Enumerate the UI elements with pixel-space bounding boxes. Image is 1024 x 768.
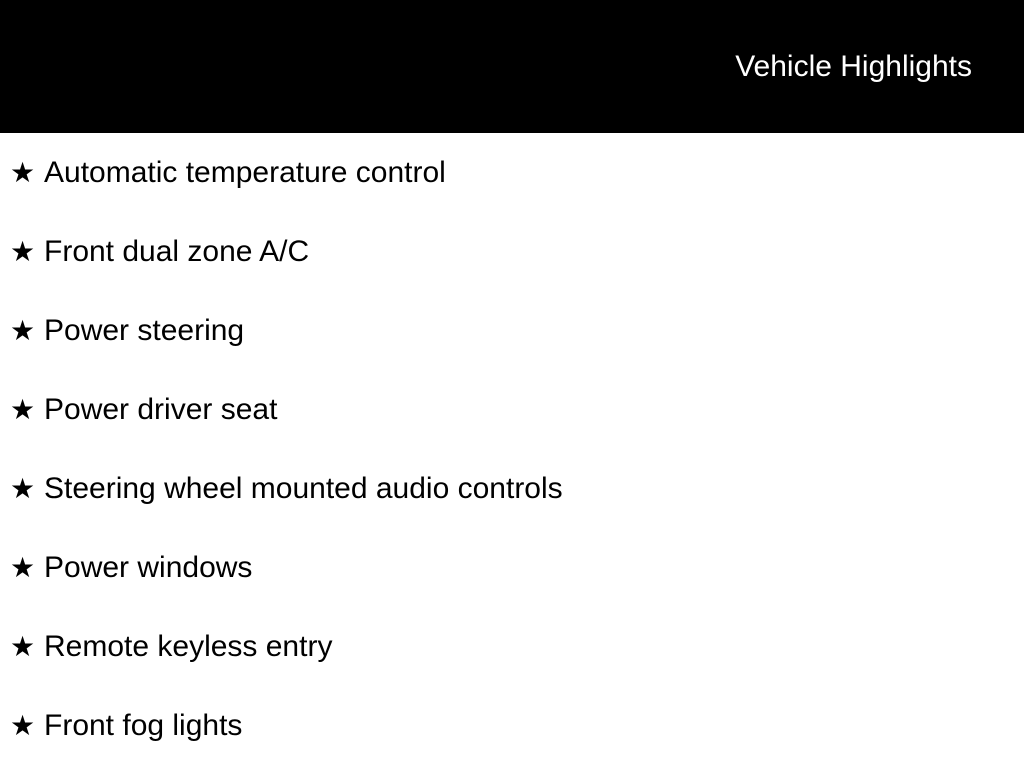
star-bullet-icon: ★ (10, 629, 36, 663)
star-bullet-icon: ★ (10, 708, 36, 742)
list-item (0, 607, 1024, 686)
list-item (0, 686, 1024, 765)
list-item (0, 528, 1024, 607)
star-bullet-icon: ★ (10, 392, 36, 426)
list-item-label: Front dual zone A/C (44, 234, 310, 268)
page-title: Vehicle Highlights (735, 49, 972, 83)
list-item-label: Power steering (44, 313, 245, 347)
list-item-label: Remote keyless entry (44, 629, 333, 663)
star-bullet-icon: ★ (10, 234, 36, 268)
star-bullet-icon: ★ (10, 313, 36, 347)
list-item-label: Power driver seat (44, 392, 278, 426)
list-item (0, 133, 1024, 212)
list-item-label: Automatic temperature control (44, 155, 446, 189)
list-item (0, 212, 1024, 291)
star-bullet-icon: ★ (10, 155, 36, 189)
list-item (0, 291, 1024, 370)
highlights-list (0, 133, 1024, 765)
list-item (0, 370, 1024, 449)
list-item-label: Front fog lights (44, 708, 243, 742)
header-banner (0, 0, 1024, 133)
list-item-label: Steering wheel mounted audio controls (44, 471, 563, 505)
list-item-label: Power windows (44, 550, 253, 584)
star-bullet-icon: ★ (10, 471, 36, 505)
star-bullet-icon: ★ (10, 550, 36, 584)
list-item (0, 449, 1024, 528)
